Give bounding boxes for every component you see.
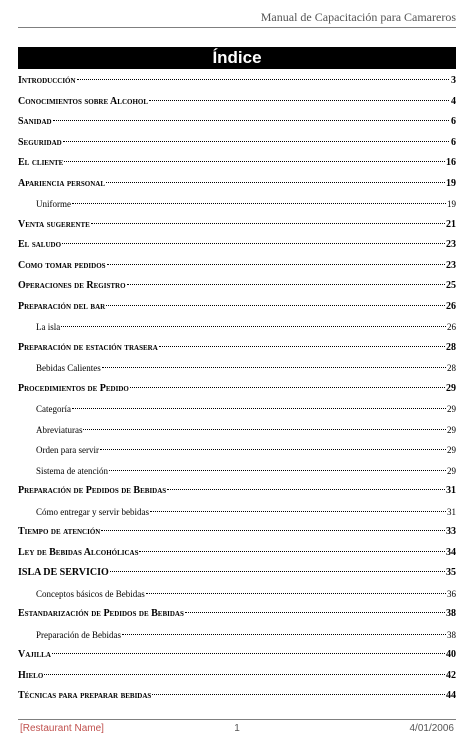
- toc-entry-label: Operaciones de Registro: [18, 280, 126, 291]
- toc-entry[interactable]: [18, 276, 456, 297]
- toc-entry[interactable]: [18, 358, 456, 379]
- toc-entry-page: 19: [446, 177, 456, 189]
- toc-dot-leader: [77, 79, 449, 80]
- toc-entry-label: Conceptos básicos de Bebidas: [36, 588, 145, 599]
- toc-entry-label: Categoría: [36, 404, 71, 414]
- toc-entry[interactable]: [18, 666, 456, 687]
- toc-entry[interactable]: [18, 481, 456, 502]
- toc-entry-page: 26: [447, 322, 456, 332]
- toc-entry[interactable]: [18, 256, 456, 277]
- toc-entry-page: 25: [446, 280, 456, 291]
- index-title: Índice: [18, 47, 456, 69]
- toc-dot-leader: [91, 223, 445, 224]
- toc-entry[interactable]: [18, 71, 456, 92]
- toc-entry-page: 19: [447, 199, 456, 209]
- toc-entry-page: 6: [451, 136, 456, 148]
- toc-dot-leader: [83, 429, 446, 430]
- toc-entry[interactable]: [18, 338, 456, 359]
- toc-entry-label: Venta sugerente: [18, 218, 90, 230]
- toc-entry-page: 33: [446, 526, 456, 537]
- footer-restaurant-name: [Restaurant Name]: [20, 723, 104, 734]
- toc-entry-page: 28: [447, 363, 456, 373]
- toc-entry-label: Vajilla: [18, 649, 51, 660]
- toc-entry[interactable]: [18, 645, 456, 666]
- toc-entry-page: 29: [447, 424, 456, 435]
- toc-entry-label: Como tomar pedidos: [18, 259, 106, 271]
- toc-entry-label: La isla: [36, 322, 61, 332]
- toc-entry-page: 35: [446, 567, 456, 578]
- toc-entry-label: Hielo: [18, 669, 44, 681]
- toc-dot-leader: [62, 243, 445, 244]
- toc-dot-leader: [61, 326, 446, 327]
- toc-dot-leader: [150, 511, 446, 512]
- toc-entry-label: Técnicas para preparar bebidas: [18, 690, 152, 701]
- toc-entry-page: 3: [451, 75, 456, 86]
- toc-entry-label: ISLA DE SERVICIO: [18, 567, 109, 578]
- toc-dot-leader: [106, 182, 445, 183]
- toc-dot-leader: [64, 161, 445, 162]
- toc-entry-page: 38: [447, 629, 456, 640]
- toc-dot-leader: [72, 203, 446, 204]
- header-divider: [18, 27, 456, 28]
- toc-entry-page: 21: [446, 218, 456, 230]
- toc-entry-page: 29: [447, 465, 456, 476]
- toc-entry-page: 23: [446, 239, 456, 250]
- toc-dot-leader: [102, 367, 446, 368]
- footer-divider: [18, 719, 456, 720]
- toc-dot-leader: [44, 674, 445, 675]
- toc-entry-label: Orden para servir: [36, 445, 99, 455]
- toc-entry[interactable]: [18, 584, 456, 605]
- toc-entry-page: 31: [447, 506, 456, 517]
- toc-entry-page: 16: [446, 157, 456, 168]
- toc-entry-page: 42: [446, 669, 456, 681]
- toc-entry[interactable]: [18, 563, 456, 584]
- toc-dot-leader: [167, 489, 445, 490]
- toc-dot-leader: [122, 634, 446, 635]
- toc-entry-page: 36: [447, 588, 456, 599]
- toc-dot-leader: [109, 470, 446, 471]
- toc-dot-leader: [159, 346, 445, 347]
- toc-entry-page: 23: [446, 259, 456, 271]
- toc-entry-label: Introducción: [18, 75, 76, 86]
- toc-entry-label: Conocimientos sobre Alcohol: [18, 95, 149, 107]
- toc-dot-leader: [107, 264, 445, 265]
- toc-entry-label: Seguridad: [18, 136, 62, 148]
- toc-dot-leader: [127, 284, 445, 285]
- toc-entry-page: 4: [451, 95, 456, 107]
- toc-dot-leader: [110, 571, 445, 572]
- footer-page-number: 1: [234, 723, 240, 734]
- toc-entry[interactable]: [18, 420, 456, 441]
- toc-entry[interactable]: [18, 379, 456, 400]
- toc-entry[interactable]: [18, 153, 456, 174]
- toc-entry-label: Preparación de Pedidos de Bebidas: [18, 485, 167, 496]
- toc-entry[interactable]: [18, 235, 456, 256]
- toc-dot-leader: [72, 408, 446, 409]
- toc-entry-label: Ley de Bebidas Alcohólicas: [18, 546, 139, 558]
- toc-entry-label: Procedimientos de Pedido: [18, 382, 129, 394]
- toc-entry[interactable]: [18, 297, 456, 318]
- toc-dot-leader: [139, 551, 445, 552]
- toc-entry[interactable]: [18, 92, 456, 113]
- toc-entry-page: 26: [446, 300, 456, 312]
- toc-entry-page: 29: [447, 445, 456, 455]
- toc-entry[interactable]: [18, 399, 456, 420]
- toc-entry-page: 34: [446, 546, 456, 558]
- toc-dot-leader: [52, 653, 445, 654]
- toc-entry-label: Sanidad: [18, 116, 52, 127]
- toc-entry[interactable]: [18, 317, 456, 338]
- toc-entry-label: Apariencia personal: [18, 177, 105, 189]
- toc-entry[interactable]: [18, 522, 456, 543]
- toc-entry-label: Preparación de estación trasera: [18, 341, 158, 353]
- toc-entry[interactable]: [18, 543, 456, 564]
- toc-entry[interactable]: [18, 461, 456, 482]
- toc-dot-leader: [130, 387, 445, 388]
- toc-entry-page: 38: [446, 608, 456, 619]
- footer-date: 4/01/2006: [409, 723, 454, 734]
- toc-entry[interactable]: [18, 686, 456, 707]
- toc-dot-leader: [152, 694, 445, 695]
- toc-entry-label: Sistema de atención: [36, 465, 108, 476]
- toc-entry-label: Abreviaturas: [36, 424, 83, 435]
- toc-entry-label: Cómo entregar y servir bebidas: [36, 506, 149, 517]
- toc-entry-label: El cliente: [18, 157, 64, 168]
- toc-dot-leader: [106, 305, 445, 306]
- toc-entry-page: 29: [447, 404, 456, 414]
- toc-dot-leader: [63, 141, 449, 142]
- toc-entry-label: El saludo: [18, 239, 62, 250]
- toc-dot-leader: [149, 100, 449, 101]
- toc-entry-page: 29: [446, 382, 456, 394]
- toc-entry[interactable]: [18, 112, 456, 133]
- toc-entry[interactable]: [18, 604, 456, 625]
- toc-entry[interactable]: [18, 215, 456, 236]
- toc-entry[interactable]: [18, 502, 456, 523]
- toc-entry-label: Tiempo de atención: [18, 526, 101, 537]
- toc-entry[interactable]: [18, 194, 456, 215]
- toc-entry[interactable]: [18, 133, 456, 154]
- toc-entry[interactable]: [18, 625, 456, 646]
- toc-entry-label: Uniforme: [36, 199, 71, 209]
- toc-entry-page: 44: [446, 690, 456, 701]
- toc-dot-leader: [146, 593, 446, 594]
- toc-entry-page: 40: [446, 649, 456, 660]
- toc-entry-label: Estandarización de Pedidos de Bebidas: [18, 608, 184, 619]
- toc-entry-label: Preparación de Bebidas: [36, 629, 121, 640]
- toc-dot-leader: [100, 449, 446, 450]
- toc-dot-leader: [53, 120, 449, 121]
- toc-entry-label: Bebidas Calientes: [36, 363, 101, 373]
- toc-entry-page: 6: [451, 116, 456, 127]
- toc-entry-label: Preparación del bar: [18, 300, 106, 312]
- toc-entry[interactable]: [18, 440, 456, 461]
- toc-dot-leader: [185, 612, 445, 613]
- toc-entry-page: 28: [446, 341, 456, 353]
- toc-dot-leader: [101, 530, 445, 531]
- table-of-contents: [18, 71, 456, 707]
- page-footer: [18, 723, 456, 737]
- toc-entry-page: 31: [446, 485, 456, 496]
- running-header: Manual de Capacitación para Camareros: [260, 10, 456, 24]
- toc-entry[interactable]: [18, 174, 456, 195]
